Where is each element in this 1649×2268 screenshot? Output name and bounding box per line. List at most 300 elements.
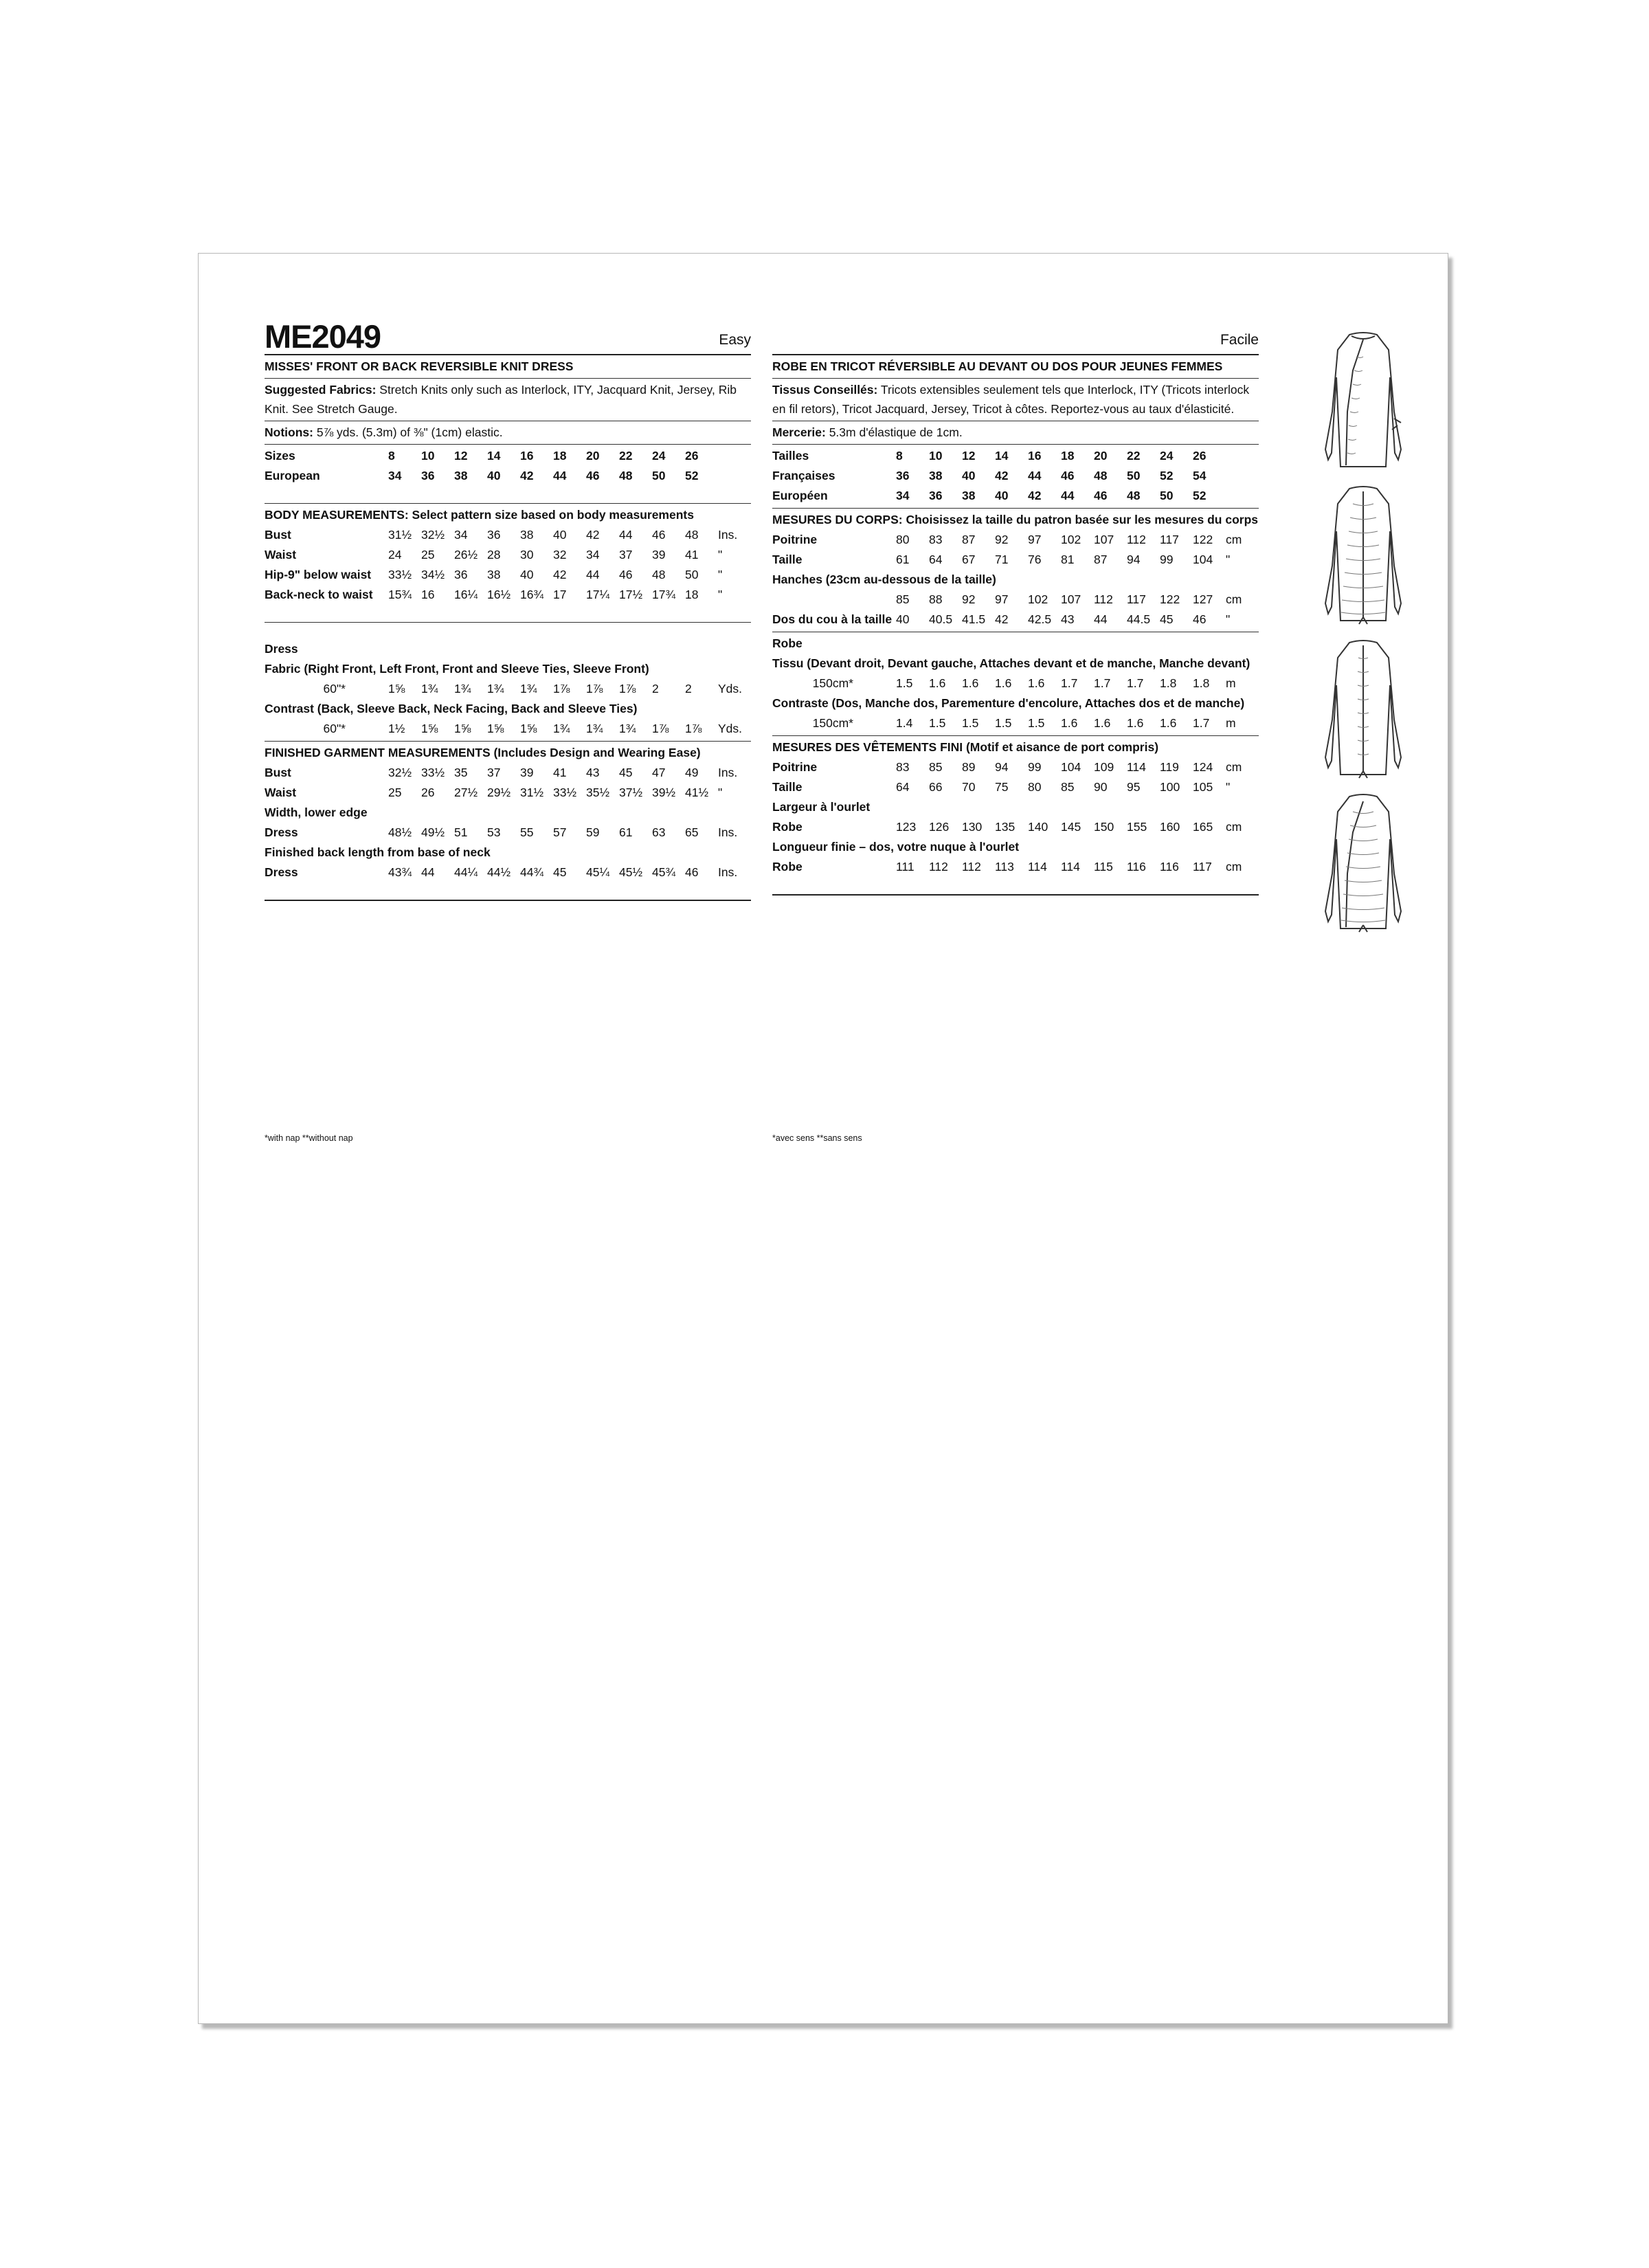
row-value: 92 bbox=[962, 592, 976, 606]
row-value: 22 bbox=[619, 449, 633, 463]
finished-row bbox=[265, 763, 751, 783]
row-value: 99 bbox=[1028, 760, 1042, 774]
row-value: 36 bbox=[421, 469, 435, 482]
row-value: 89 bbox=[962, 760, 976, 774]
row-value: 40 bbox=[962, 469, 976, 482]
row-value: 24 bbox=[388, 548, 402, 562]
row-value: 41 bbox=[553, 766, 567, 779]
row-value: 1.4 bbox=[896, 716, 913, 730]
row-value: 8 bbox=[896, 449, 903, 463]
row-value: 92 bbox=[995, 533, 1009, 546]
contrast-heading: Contrast (Back, Sleeve Back, Neck Facing, Back and Sleeve Ties) bbox=[265, 702, 638, 715]
tailles-table bbox=[772, 445, 1259, 509]
row-value: 81 bbox=[1061, 553, 1075, 566]
row-value: 115 bbox=[1094, 860, 1113, 874]
width-heading: Width, lower edge bbox=[265, 805, 368, 819]
row-value: 42.5 bbox=[1028, 612, 1052, 626]
row-unit: Ins. bbox=[718, 528, 738, 542]
row-value: 104 bbox=[1061, 760, 1081, 774]
row-value: 44 bbox=[619, 528, 633, 542]
row-value: 1.6 bbox=[1028, 676, 1045, 690]
row-label: Françaises bbox=[772, 469, 835, 482]
row-value: 38 bbox=[929, 469, 943, 482]
row-value: 48 bbox=[685, 528, 699, 542]
row-unit: cm bbox=[1226, 533, 1242, 546]
row-value: 40 bbox=[896, 612, 910, 626]
row-value: 32½ bbox=[388, 766, 412, 779]
row-value: 112 bbox=[1094, 592, 1113, 606]
row-value: 42 bbox=[520, 469, 534, 482]
row-unit: m bbox=[1226, 716, 1236, 730]
row-label: Hip-9" below waist bbox=[265, 568, 372, 581]
row-value: 99 bbox=[1160, 553, 1174, 566]
row-value: 85 bbox=[896, 592, 910, 606]
contrast-row bbox=[265, 719, 751, 739]
row-value: 1.6 bbox=[1127, 716, 1144, 730]
row-value: 45 bbox=[1160, 612, 1174, 626]
row-value: 40 bbox=[553, 528, 567, 542]
row-value: 117 bbox=[1127, 592, 1146, 606]
row-value: 48 bbox=[1127, 489, 1141, 502]
row-value: 29½ bbox=[487, 786, 511, 799]
row-value: 32½ bbox=[421, 528, 445, 542]
row-label: Back-neck to waist bbox=[265, 588, 373, 601]
row-value: 80 bbox=[1028, 780, 1042, 794]
row-unit: " bbox=[718, 548, 723, 562]
row-value: 1⅝ bbox=[388, 682, 405, 696]
tailles-row bbox=[772, 446, 1259, 466]
row-value: 12 bbox=[962, 449, 976, 463]
row-value: 35 bbox=[454, 766, 468, 779]
robe-heading: Robe bbox=[772, 636, 803, 650]
row-value: 48½ bbox=[388, 825, 412, 839]
longueur-row bbox=[772, 857, 1259, 877]
body-measurement-row bbox=[265, 545, 751, 565]
tissus-label: Tissus Conseillés: bbox=[772, 383, 878, 397]
row-value: 22 bbox=[1127, 449, 1141, 463]
row-value: 44 bbox=[586, 568, 600, 581]
mesures-du-corps bbox=[772, 509, 1259, 632]
row-value: 46 bbox=[619, 568, 633, 581]
row-value: 44 bbox=[1061, 489, 1075, 502]
row-value: 10 bbox=[929, 449, 943, 463]
row-value: 39 bbox=[652, 548, 666, 562]
row-unit: " bbox=[718, 588, 723, 601]
row-value: 44.5 bbox=[1127, 612, 1151, 626]
row-value: 16 bbox=[421, 588, 435, 601]
row-value: 1.7 bbox=[1061, 676, 1078, 690]
longueur-heading: Longueur finie – dos, votre nuque à l'ourlet bbox=[772, 840, 1020, 854]
taille-row bbox=[772, 550, 1259, 570]
hanches-row bbox=[772, 590, 1259, 610]
tissu-row bbox=[772, 674, 1259, 693]
row-value: 1.5 bbox=[962, 716, 979, 730]
row-value: 47 bbox=[652, 766, 666, 779]
fabrics-text: Stretch Knits only such as Interlock, ITY, Jacquard Knit, Jersey, Rib Knit. See Stretch Gauge. bbox=[265, 383, 737, 416]
row-label: 150cm* bbox=[812, 716, 853, 730]
row-value: 38 bbox=[520, 528, 534, 542]
row-value: 1.6 bbox=[929, 676, 946, 690]
metrage-section bbox=[772, 632, 1259, 736]
english-header bbox=[265, 318, 751, 355]
fr-finished-row bbox=[772, 777, 1259, 797]
row-value: 112 bbox=[1127, 533, 1146, 546]
row-unit: " bbox=[1226, 780, 1231, 794]
tissus-conseilles bbox=[772, 379, 1259, 421]
row-label bbox=[772, 590, 896, 610]
row-value: 130 bbox=[962, 820, 983, 834]
row-value: 122 bbox=[1193, 533, 1213, 546]
row-label: Européen bbox=[772, 489, 828, 502]
tissus-text: Tricots extensibles seulement tels que Interlock, ITY (Tricots interlock en fil retors), Tricot Jacquard, Jersey, Tricot à côtes. Reportez-vous au taux d'élasticité. bbox=[772, 383, 1250, 416]
row-value: 18 bbox=[1061, 449, 1075, 463]
row-value: 70 bbox=[962, 780, 976, 794]
row-value: 42 bbox=[553, 568, 567, 581]
row-value: 54 bbox=[1193, 469, 1207, 482]
row-label: Bust bbox=[265, 766, 291, 779]
row-value: 40 bbox=[995, 489, 1009, 502]
european-row bbox=[265, 466, 751, 486]
row-value: 1⅞ bbox=[553, 682, 570, 696]
row-value: 102 bbox=[1061, 533, 1081, 546]
row-value: 64 bbox=[929, 553, 943, 566]
row-value: 127 bbox=[1193, 592, 1213, 606]
row-value: 28 bbox=[487, 548, 501, 562]
row-value: 75 bbox=[995, 780, 1009, 794]
row-value: 30 bbox=[520, 548, 534, 562]
tissu-heading: Tissu (Devant droit, Devant gauche, Attaches devant et de manche, Manche devant) bbox=[772, 656, 1250, 670]
row-value: 1¾ bbox=[421, 682, 438, 696]
row-value: 1½ bbox=[388, 722, 405, 735]
row-value: 63 bbox=[652, 825, 666, 839]
row-value: 1¾ bbox=[553, 722, 570, 735]
row-value: 43¾ bbox=[388, 865, 412, 879]
row-value: 46 bbox=[685, 865, 699, 879]
row-value: 102 bbox=[1028, 592, 1048, 606]
row-value: 1.5 bbox=[929, 716, 946, 730]
row-label: Sizes bbox=[265, 449, 295, 463]
mercerie-text: 5.3m d'élastique de 1cm. bbox=[825, 425, 963, 439]
body-measurement-row bbox=[265, 585, 751, 605]
row-value: 46 bbox=[586, 469, 600, 482]
fr-finished-row bbox=[772, 757, 1259, 777]
row-unit: " bbox=[718, 568, 723, 581]
row-value: 107 bbox=[1061, 592, 1081, 606]
row-value: 117 bbox=[1160, 533, 1179, 546]
row-value: 1.7 bbox=[1094, 676, 1111, 690]
row-label: Robe bbox=[772, 820, 803, 834]
row-value: 45¼ bbox=[586, 865, 610, 879]
row-value: 1⅞ bbox=[619, 682, 636, 696]
row-value: 24 bbox=[652, 449, 666, 463]
row-value: 140 bbox=[1028, 820, 1048, 834]
mercerie bbox=[772, 421, 1259, 445]
row-value: 113 bbox=[995, 860, 1014, 874]
row-value: 1.5 bbox=[1028, 716, 1045, 730]
row-value: 150 bbox=[1094, 820, 1114, 834]
row-value: 51 bbox=[454, 825, 468, 839]
row-value: 1.5 bbox=[995, 716, 1012, 730]
row-value: 105 bbox=[1193, 780, 1213, 794]
row-value: 45¾ bbox=[652, 865, 676, 879]
row-value: 114 bbox=[1028, 860, 1047, 874]
row-value: 55 bbox=[520, 825, 534, 839]
row-value: 109 bbox=[1094, 760, 1114, 774]
dress-heading: Dress bbox=[265, 642, 298, 656]
row-value: 24 bbox=[1160, 449, 1174, 463]
row-value: 71 bbox=[995, 553, 1009, 566]
row-value: 49½ bbox=[421, 825, 445, 839]
french-column bbox=[772, 322, 1259, 1143]
mesures-vetements-fini bbox=[772, 736, 1259, 896]
row-value: 38 bbox=[454, 469, 468, 482]
length-heading: Finished back length from base of neck bbox=[265, 845, 491, 859]
row-value: 87 bbox=[962, 533, 976, 546]
row-value: 36 bbox=[929, 489, 943, 502]
row-value: 2 bbox=[685, 682, 692, 696]
row-value: 53 bbox=[487, 825, 501, 839]
row-value: 42 bbox=[1028, 489, 1042, 502]
row-value: 31½ bbox=[520, 786, 544, 799]
poitrine-row bbox=[772, 530, 1259, 550]
row-value: 37½ bbox=[619, 786, 643, 799]
row-value: 85 bbox=[929, 760, 943, 774]
finished-row bbox=[265, 783, 751, 803]
row-value: 26 bbox=[685, 449, 699, 463]
row-value: 59 bbox=[586, 825, 600, 839]
row-value: 33½ bbox=[388, 568, 412, 581]
row-value: 1¾ bbox=[586, 722, 603, 735]
row-unit: " bbox=[1226, 553, 1231, 566]
row-value: 46 bbox=[1193, 612, 1207, 626]
row-value: 116 bbox=[1127, 860, 1146, 874]
row-value: 25 bbox=[388, 786, 402, 799]
row-value: 8 bbox=[388, 449, 395, 463]
row-value: 46 bbox=[1094, 489, 1108, 502]
row-value: 41 bbox=[685, 548, 699, 562]
row-value: 1.6 bbox=[995, 676, 1012, 690]
row-value: 94 bbox=[1127, 553, 1141, 566]
row-label: Taille bbox=[772, 780, 803, 794]
row-value: 42 bbox=[995, 469, 1009, 482]
dress-sketch-front-b bbox=[1298, 791, 1428, 935]
row-label: Tailles bbox=[772, 449, 809, 463]
row-value: 18 bbox=[553, 449, 567, 463]
row-value: 97 bbox=[995, 592, 1009, 606]
body-measurement-row bbox=[265, 525, 751, 545]
row-value: 20 bbox=[1094, 449, 1108, 463]
row-value: 34 bbox=[586, 548, 600, 562]
row-value: 16½ bbox=[487, 588, 511, 601]
body-measurements-heading: BODY MEASUREMENTS: Select pattern size based on body measurements bbox=[265, 508, 694, 522]
row-value: 34½ bbox=[421, 568, 445, 581]
row-value: 44 bbox=[1094, 612, 1108, 626]
row-unit: cm bbox=[1226, 820, 1242, 834]
row-value: 94 bbox=[995, 760, 1009, 774]
row-value: 114 bbox=[1127, 760, 1146, 774]
dress-sketch-back-a bbox=[1298, 483, 1428, 627]
row-value: 88 bbox=[929, 592, 943, 606]
row-value: 1¾ bbox=[520, 682, 537, 696]
notions bbox=[265, 421, 751, 445]
row-value: 114 bbox=[1061, 860, 1080, 874]
row-value: 112 bbox=[962, 860, 981, 874]
row-value: 66 bbox=[929, 780, 943, 794]
row-value: 2 bbox=[652, 682, 659, 696]
finished-measurements bbox=[265, 742, 751, 901]
mesures-heading: MESURES DU CORPS: Choisissez la taille du patron basée sur les mesures du corps bbox=[772, 513, 1259, 526]
fr-finished-heading: MESURES DES VÊTEMENTS FINI (Motif et aisance de port compris) bbox=[772, 740, 1159, 754]
row-value: 83 bbox=[896, 760, 910, 774]
contraste-heading: Contraste (Dos, Manche dos, Parementure d'encolure, Attaches dos et de manche) bbox=[772, 696, 1245, 710]
row-value: 39 bbox=[520, 766, 534, 779]
row-value: 1.7 bbox=[1193, 716, 1210, 730]
row-value: 43 bbox=[586, 766, 600, 779]
row-value: 45½ bbox=[619, 865, 643, 879]
row-value: 1.6 bbox=[962, 676, 979, 690]
row-value: 1⅝ bbox=[421, 722, 438, 735]
french-title: ROBE EN TRICOT RÉVERSIBLE AU DEVANT OU DOS POUR JEUNES FEMMES bbox=[772, 355, 1259, 379]
pattern-envelope-back bbox=[198, 253, 1448, 2024]
hanches-heading: Hanches (23cm au-dessous de la taille) bbox=[772, 572, 996, 586]
row-value: 44 bbox=[553, 469, 567, 482]
row-value: 1.6 bbox=[1094, 716, 1111, 730]
fabric-row bbox=[265, 679, 751, 699]
row-value: 124 bbox=[1193, 760, 1213, 774]
row-value: 10 bbox=[421, 449, 435, 463]
body-measurement-row bbox=[265, 565, 751, 585]
row-value: 90 bbox=[1094, 780, 1108, 794]
row-unit: cm bbox=[1226, 860, 1242, 874]
row-value: 112 bbox=[929, 860, 948, 874]
row-unit: " bbox=[1226, 612, 1231, 626]
fabric-heading: Fabric (Right Front, Left Front, Front and Sleeve Ties, Sleeve Front) bbox=[265, 662, 649, 676]
row-value: 42 bbox=[586, 528, 600, 542]
row-label: 60"* bbox=[323, 682, 346, 696]
row-value: 83 bbox=[929, 533, 943, 546]
row-label: Waist bbox=[265, 548, 297, 562]
row-value: 1⅞ bbox=[586, 682, 603, 696]
row-value: 104 bbox=[1193, 553, 1213, 566]
row-value: 17¾ bbox=[652, 588, 676, 601]
row-value: 26 bbox=[1193, 449, 1207, 463]
row-label: European bbox=[265, 469, 320, 482]
row-value: 1⅝ bbox=[520, 722, 537, 735]
row-value: 48 bbox=[652, 568, 666, 581]
row-value: 50 bbox=[1160, 489, 1174, 502]
row-unit: Yds. bbox=[718, 682, 743, 696]
row-value: 37 bbox=[487, 766, 501, 779]
row-unit: Ins. bbox=[718, 766, 738, 779]
row-value: 48 bbox=[619, 469, 633, 482]
row-value: 95 bbox=[1127, 780, 1141, 794]
row-value: 145 bbox=[1061, 820, 1081, 834]
row-value: 1.8 bbox=[1160, 676, 1177, 690]
row-value: 1¾ bbox=[619, 722, 636, 735]
row-value: 44 bbox=[1028, 469, 1042, 482]
sizes-table bbox=[265, 445, 751, 504]
row-value: 61 bbox=[619, 825, 633, 839]
row-value: 48 bbox=[1094, 469, 1108, 482]
row-value: 64 bbox=[896, 780, 910, 794]
suggested-fabrics bbox=[265, 379, 751, 421]
dress-sketches bbox=[1298, 329, 1428, 945]
row-value: 39½ bbox=[652, 786, 676, 799]
row-value: 38 bbox=[962, 489, 976, 502]
dress-sketch-back-b bbox=[1298, 637, 1428, 781]
row-value: 44¾ bbox=[520, 865, 544, 879]
row-value: 40.5 bbox=[929, 612, 953, 626]
row-value: 26 bbox=[421, 786, 435, 799]
row-value: 116 bbox=[1160, 860, 1179, 874]
length-row bbox=[265, 863, 751, 882]
pattern-code: ME2049 bbox=[265, 318, 381, 355]
row-label: Poitrine bbox=[772, 533, 818, 546]
row-value: 1.7 bbox=[1127, 676, 1144, 690]
english-column bbox=[265, 318, 751, 1143]
french-footnote: *avec sens **sans sens bbox=[772, 1133, 862, 1143]
row-value: 14 bbox=[487, 449, 501, 463]
row-value: 119 bbox=[1160, 760, 1179, 774]
row-value: 107 bbox=[1094, 533, 1114, 546]
row-unit: Ins. bbox=[718, 865, 738, 879]
row-value: 160 bbox=[1160, 820, 1180, 834]
row-value: 52 bbox=[1160, 469, 1174, 482]
row-value: 46 bbox=[1061, 469, 1075, 482]
row-value: 1⅝ bbox=[454, 722, 471, 735]
francaises-row bbox=[772, 466, 1259, 486]
mercerie-label: Mercerie: bbox=[772, 425, 826, 439]
notions-text: 5⅞ yds. (5.3m) of ⅜" (1cm) elastic. bbox=[313, 425, 503, 439]
row-value: 40 bbox=[487, 469, 501, 482]
row-value: 42 bbox=[995, 612, 1009, 626]
row-value: 50 bbox=[652, 469, 666, 482]
difficulty-level: Easy bbox=[719, 332, 751, 348]
row-value: 41.5 bbox=[962, 612, 986, 626]
row-value: 80 bbox=[896, 533, 910, 546]
english-title: MISSES' FRONT OR BACK REVERSIBLE KNIT DRESS bbox=[265, 355, 751, 379]
row-value: 122 bbox=[1160, 592, 1180, 606]
row-value: 135 bbox=[995, 820, 1016, 834]
row-value: 36 bbox=[454, 568, 468, 581]
largeur-row bbox=[772, 817, 1259, 837]
row-value: 15¾ bbox=[388, 588, 412, 601]
row-value: 44¼ bbox=[454, 865, 478, 879]
row-unit: Yds. bbox=[718, 722, 743, 735]
row-label: Taille bbox=[772, 553, 803, 566]
row-value: 12 bbox=[454, 449, 468, 463]
row-value: 14 bbox=[995, 449, 1009, 463]
largeur-heading: Largeur à l'ourlet bbox=[772, 800, 871, 814]
row-value: 61 bbox=[896, 553, 910, 566]
french-header bbox=[772, 322, 1259, 355]
french-difficulty-level: Facile bbox=[1220, 332, 1259, 348]
row-value: 1⅞ bbox=[652, 722, 669, 735]
row-value: 34 bbox=[454, 528, 468, 542]
row-value: 27½ bbox=[454, 786, 478, 799]
row-value: 17 bbox=[553, 588, 567, 601]
row-value: 36 bbox=[896, 469, 910, 482]
row-value: 117 bbox=[1193, 860, 1212, 874]
row-value: 85 bbox=[1061, 780, 1075, 794]
row-label: Robe bbox=[772, 860, 803, 874]
row-value: 49 bbox=[685, 766, 699, 779]
row-value: 44½ bbox=[487, 865, 511, 879]
finished-heading: FINISHED GARMENT MEASUREMENTS (Includes Design and Wearing Ease) bbox=[265, 746, 701, 759]
europeen-row bbox=[772, 486, 1259, 506]
row-value: 37 bbox=[619, 548, 633, 562]
row-value: 16¼ bbox=[454, 588, 478, 601]
